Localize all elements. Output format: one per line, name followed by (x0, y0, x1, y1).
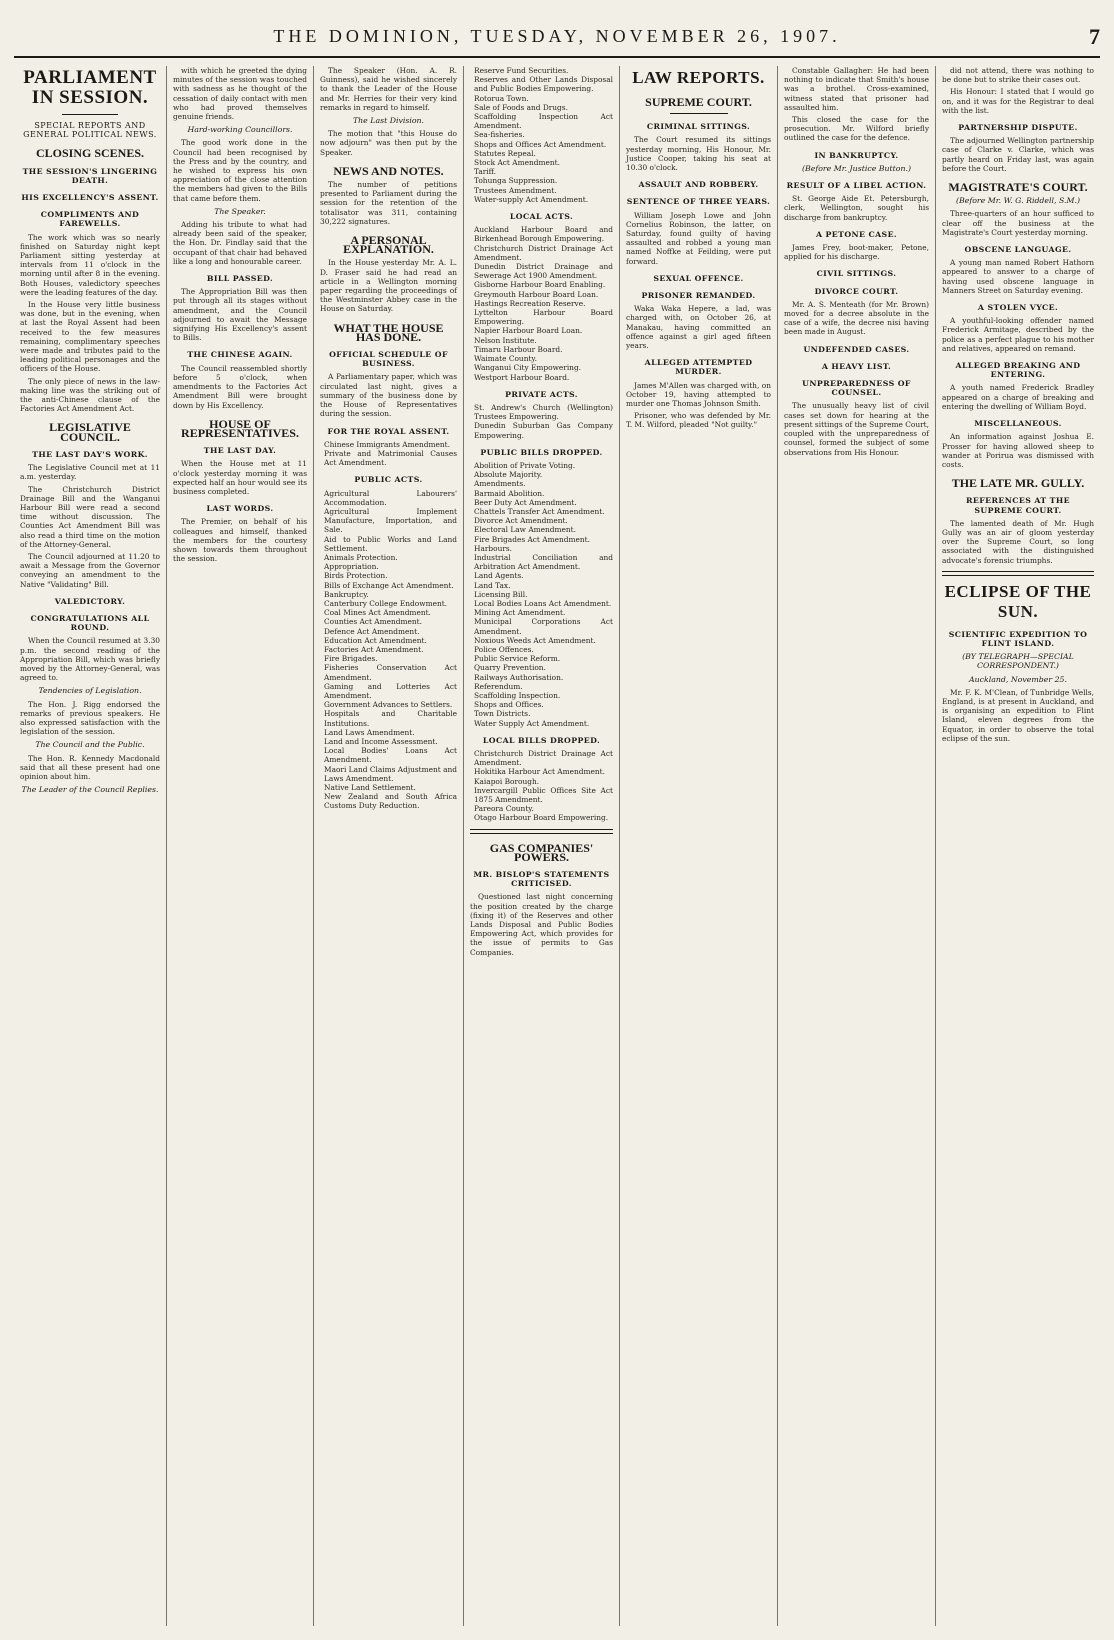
list-item: Land Tax. (474, 580, 511, 590)
list-item: Government Advances to Settlers. (324, 700, 453, 710)
assault-heading: ASSAULT AND ROBBERY. (638, 180, 759, 190)
list-item: Westport Harbour Board. (474, 372, 570, 382)
sexual-offence-heading: SEXUAL OFFENCE. (653, 273, 744, 283)
article-paragraph: The Council reassembled shortly before 5 o'clock, when amendments to the Factories Act Amendment Bill were brought down by His Excellency. (173, 363, 307, 410)
list-item: Reserves and Other Lands Disposal and Public Bodies Empowering. (474, 75, 613, 94)
list-item: Chattels Transfer Act Amendment. (474, 506, 605, 516)
list-item: Gaming and Lotteries Act Amendment. (324, 681, 457, 700)
article-paragraph: The Court resumed its sittings yesterday morning, His Honour, Mr. Justice Cooper, taking his seat at 10.30 o'clock. (626, 135, 771, 173)
before-magistrate-heading: (Before Mr. W. G. Riddell, S.M.) (955, 196, 1081, 206)
list-item: Water Supply Act Amendment. (474, 718, 590, 728)
local-acts-list (470, 225, 613, 381)
list-item: Railways Authorisation. (474, 672, 564, 682)
page-number: 7 (1089, 24, 1100, 49)
partnership-heading: PARTNERSHIP DISPUTE. (958, 123, 1078, 133)
article-paragraph: This closed the case for the prosecution. Mr. Wilford briefly outlined the case for the defence. (784, 115, 929, 143)
list-item: Referendum. (474, 681, 523, 691)
public-acts-list (320, 489, 457, 811)
civil-sittings-heading: CIVIL SITTINGS. (816, 269, 897, 279)
article-paragraph: Mr. F. K. M'Clean, of Tunbridge Wells, England, is at present in Auckland, and is organising an expedition to Flint Island, eleven degrees from the Equator, in order to observe the total eclipse of the sun. (942, 687, 1094, 743)
parliament-headline: PARLIAMENT IN SESSION. (23, 67, 157, 108)
supreme-court-heading: SUPREME COURT. (645, 95, 752, 109)
bills-dropped-list (470, 461, 613, 728)
article-paragraph: The Council adjourned at 11.20 to await a Message from the Governor conveying an amendment to the Native "Validating" Bill. (20, 551, 160, 589)
eclipse-subheading: SCIENTIFIC EXPEDITION TO FLINT ISLAND. (948, 629, 1088, 648)
law-reports-headline: LAW REPORTS. (632, 68, 765, 87)
article-paragraph: The good work done in the Council had been recognised by the Press and by the country, and he wished to express his own appreciation of the close attention the members had given to the Bills that came before them. (173, 138, 307, 203)
article-paragraph: did not attend, there was nothing to be done but to strike their cases out. (942, 66, 1094, 85)
list-item: Land Agents. (474, 571, 524, 581)
article-paragraph: The adjourned Wellington partnership case of Clarke v. Clarke, which was partly heard on Friday last, was again before the Court. (942, 136, 1094, 173)
article-paragraph: with which he greeted the dying minutes of the session was touched with sadness as he thought of the cessation of daily contact with men who had proved themselves genuine friends. (173, 66, 307, 122)
gully-subheading: REFERENCES AT THE SUPREME COURT. (966, 496, 1070, 515)
public-acts-heading: PUBLIC ACTS. (354, 475, 423, 485)
list-item: Kaiapoi Borough. (474, 776, 540, 786)
divorce-court-heading: DIVORCE COURT. (814, 286, 899, 296)
list-item: St. Andrew's Church (Wellington) Trustees Empowering. (474, 402, 613, 422)
royal-assent-list (320, 440, 457, 468)
list-item: Sale of Foods and Drugs. (474, 102, 568, 112)
bills-dropped-heading: PUBLIC BILLS DROPPED. (480, 447, 603, 457)
gas-subheading: MR. BISLOP'S STATEMENTS CRITICISED. (473, 870, 610, 889)
list-item: Birds Protection. (324, 571, 388, 581)
last-days-work-heading: THE LAST DAY'S WORK. (32, 449, 148, 459)
late-mr-gully-heading: THE LATE MR. GULLY. (951, 476, 1085, 491)
article-paragraph: St. George Aide Et. Petersburgh, clerk, Wellington, sought his discharge from bankruptcy. (784, 194, 929, 222)
article-paragraph: The Hon. J. Rigg endorsed the remarks of previous speakers. He also expressed satisfaction with the legislation of the session. (20, 699, 160, 737)
list-item: Reserve Fund Securities. (474, 66, 569, 75)
list-item: Hokitika Harbour Act Amendment. (474, 767, 605, 777)
list-item: Scaffolding Inspection. (474, 691, 561, 700)
acts-list-continued (470, 66, 613, 204)
article-paragraph: Mr. A. S. Menteath (for Mr. Brown) moved for a decree absolute in the case of a wife, the decree nisi having been made in August. (784, 299, 929, 337)
list-item: Animals Protection. (324, 552, 398, 562)
petone-case-heading: A PETONE CASE. (815, 229, 898, 239)
article-paragraph: Prisoner, who was defended by Mr. T. M. Wilford, pleaded "Not guilty." (626, 411, 771, 430)
column-3 (313, 66, 463, 1626)
legislative-council-heading: LEGISLATIVE COUNCIL. (49, 420, 131, 444)
article-paragraph: Constable Gallagher: He had been nothing to indicate that Smith's house was a brothel. Cross-examined, witness stated that prisoner had assaulted him. (784, 66, 929, 112)
assent-heading: HIS EXCELLENCY'S ASSENT. (21, 193, 159, 203)
article-paragraph: The number of petitions presented to Parliament during the session for the retention of the totalisator was 311, containing 30,222 signatures. (320, 180, 457, 226)
royal-assent-heading: FOR THE ROYAL ASSENT. (327, 426, 450, 436)
masthead-title: THE DOMINION, TUESDAY, NOVEMBER 26, 1907. (273, 26, 841, 46)
lingering-death-heading: THE SESSION'S LINGERING DEATH. (22, 166, 158, 185)
congratulations-heading: CONGRATULATIONS ALL ROUND. (30, 613, 150, 633)
list-item: Timaru Harbour Board. (474, 344, 563, 354)
list-item: Land Laws Amendment. (324, 727, 415, 737)
list-item: Tariff. (474, 167, 496, 177)
article-paragraph: The Hon. R. Kennedy Macdonald said that all these present had one opinion about him. (20, 753, 160, 781)
list-item: Invercargill Public Offices Site Act 1875 Amendment. (474, 785, 613, 805)
list-item: Fisheries Conservation Act Amendment. (324, 663, 457, 682)
column-2 (166, 66, 313, 1626)
article-paragraph: The Legislative Council met at 11 a.m. yesterday. (20, 463, 160, 482)
list-item: Harbours. (474, 543, 512, 553)
list-item: Pareora County. (474, 804, 534, 814)
list-item: Divorce Act Amendment. (474, 516, 568, 526)
article-paragraph: Three-quarters of an hour sufficed to clear off the business at the Magistrate's Court yesterday morning. (942, 209, 1094, 237)
list-item: Stock Act Amendment. (474, 158, 560, 168)
column-4 (463, 66, 619, 1626)
article-paragraph: The Premier, on behalf of his colleagues and himself, thanked the members for the courtesy shown towards them throughout the session. (173, 517, 307, 564)
counsel-heading: UNPREPAREDNESS OF COUNSEL. (802, 379, 911, 398)
rule (942, 571, 1094, 576)
list-item: Agricultural Labourers' Accommodation. (324, 488, 457, 507)
bill-passed-heading: BILL PASSED. (206, 274, 274, 284)
speaker-heading: The Speaker. (214, 206, 266, 216)
list-item: Education Act Amendment. (324, 635, 427, 645)
article-paragraph: William Joseph Lowe and John Cornelius Robinson, the latter, on Saturday, found guilty of having assaulted and robbed a young man named Noffke at Feilding, were put forward. (626, 210, 771, 266)
closing-scenes-heading: CLOSING SCENES. (35, 146, 145, 161)
list-item: Private and Matrimonial Causes Act Amendment. (324, 448, 457, 468)
attempted-murder-heading: ALLEGED ATTEMPTED MURDER. (644, 358, 753, 377)
list-item: Public Service Reform. (474, 654, 561, 664)
list-item: Hastings Recreation Reserve. (474, 298, 586, 308)
libel-action-heading: RESULT OF A LIBEL ACTION. (786, 181, 927, 191)
list-item: Fire Brigades. (324, 654, 378, 664)
list-item: Shops and Offices Act Amendment. (474, 139, 607, 149)
article-paragraph: A youthful-looking offender named Frederick Armitage, described by the police as a perfect plague to his mother and relatives, appeared on remand. (942, 316, 1094, 353)
list-item: Municipal Corporations Act Amendment. (474, 617, 613, 636)
article-paragraph: A Parliamentary paper, which was circulated last night, gives a summary of the business done by the House of Representatives during the session. (320, 372, 457, 419)
chinese-again-heading: THE CHINESE AGAIN. (187, 350, 293, 360)
article-paragraph: In the House yesterday Mr. A. L. D. Fraser said he had read an article in a Wellington morning paper regarding the proceedings of the Westminster Abbey case in the House on Saturday. (320, 258, 457, 314)
list-item: Appropriation. (324, 562, 379, 572)
list-item: Scaffolding Inspection Act Amendment. (474, 112, 613, 131)
local-bills-dropped-list (470, 749, 613, 823)
breaking-entering-heading: ALLEGED BREAKING AND ENTERING. (955, 361, 1081, 380)
last-division-heading: The Last Division. (352, 116, 425, 126)
list-item: Aid to Public Works and Land Settlement. (324, 534, 457, 553)
list-item: Maori Land Claims Adjustment and Laws Amendment. (324, 764, 458, 783)
list-item: Otago Harbour Board Empowering. (474, 813, 609, 823)
local-acts-heading: LOCAL ACTS. (509, 212, 574, 222)
list-item: Gisborne Harbour Board Enabling. (474, 280, 606, 290)
list-item: Rotorua Town. (474, 93, 529, 103)
eclipse-dateline: Auckland, November 25. (969, 674, 1067, 684)
house-heading: HOUSE OF REPRESENTATIVES. (181, 416, 299, 440)
list-item: Napier Harbour Board Loan. (474, 326, 583, 336)
sentence-heading: SENTENCE OF THREE YEARS. (626, 197, 771, 207)
news-notes-heading: NEWS AND NOTES. (333, 163, 444, 178)
list-item: Quarry Prevention. (474, 663, 546, 673)
article-paragraph: A youth named Frederick Bradley appeared on a charge of breaking and entering the dwelling of William Boyd. (942, 383, 1094, 411)
article-paragraph: The Speaker (Hon. A. R. Guinness), said he wished sincerely to thank the Leader of the House and Mr. Herries for their very kind remarks in regard to himself. (320, 66, 457, 112)
list-item: Electoral Law Amendment. (474, 525, 577, 535)
list-item: Greymouth Harbour Board Loan. (474, 289, 599, 299)
article-paragraph: The work which was so nearly finished on Saturday night kept Parliament sitting yesterday at intervals from 11 o'clock in the morning until after 8 in the evening. Both Houses, valedictory speeches were the leading features of the day. (20, 232, 160, 297)
obscene-language-heading: OBSCENE LANGUAGE. (964, 245, 1072, 255)
private-acts-list (470, 403, 613, 440)
list-item: Dunedin District Drainage and Sewerage Act 1900 Amendment. (474, 262, 613, 281)
list-item: Amendments. (474, 479, 526, 489)
list-item: Mining Act Amendment. (474, 608, 566, 618)
eclipse-headline: ECLIPSE OF THE SUN. (944, 581, 1092, 621)
article-paragraph: Adding his tribute to what had already been said of the speaker, the Hon. Dr. Findlay said that the occupant of that chair had behaved like a long and honourable career. (173, 220, 307, 266)
list-item: Factories Act Amendment. (324, 644, 424, 654)
last-day-heading: THE LAST DAY. (203, 446, 277, 456)
list-item: Fire Brigades Act Amendment. (474, 534, 590, 544)
local-bills-dropped-heading: LOCAL BILLS DROPPED. (482, 735, 601, 745)
list-item: Local Bodies' Loans Act Amendment. (324, 746, 457, 765)
miscellaneous-heading: MISCELLANEOUS. (974, 419, 1062, 429)
list-item: Water-supply Act Amendment. (474, 194, 589, 204)
heavy-list-heading: A HEAVY LIST. (821, 361, 892, 371)
list-item: Hospitals and Charitable Institutions. (324, 709, 457, 728)
what-house-done-heading: WHAT THE HOUSE HAS DONE. (333, 320, 444, 344)
article-paragraph: An information against Joshua E. Prosser for having allowed sheep to wander at Porirua was dismissed with costs. (942, 432, 1094, 469)
list-item: Barmaid Abolition. (474, 488, 545, 498)
article-paragraph: His Honour: I stated that I would go on, and it was for the Registrar to deal with the list. (942, 87, 1094, 115)
rule (470, 829, 613, 834)
stolen-vyce-heading: A STOLEN VYCE. (977, 303, 1059, 313)
list-item: Town Districts. (474, 709, 531, 719)
last-words-heading: LAST WORDS. (206, 504, 274, 514)
column-6 (777, 66, 935, 1626)
article-paragraph: James M'Allen was charged with, on October 19, having attempted to murder one Thomas Johnson Smith. (626, 380, 771, 409)
column-7 (935, 66, 1100, 1626)
article-paragraph: A young man named Robert Hathorn appeared to answer to a charge of having used obscene language in Manners Street on Saturday evening. (942, 258, 1094, 295)
list-item: Industrial Conciliation and Arbitration Act Amendment. (474, 552, 613, 572)
list-item: Trustees Amendment. (474, 185, 557, 195)
list-item: Native Land Settlement. (324, 783, 416, 793)
article-paragraph: Questioned last night concerning the position created by the charge (fixing it) of the Reserves and other Lands Disposal and Public Bodies Empowering Act, which provides for the issue of permits to Gas Companies. (470, 892, 613, 957)
criminal-sittings-heading: CRIMINAL SITTINGS. (646, 122, 751, 132)
article-paragraph: When the Council resumed at 3.30 p.m. the second reading of the Appropriation Bill, which was briefly moved by the Attorney-General, was agreed to. (20, 636, 160, 683)
list-item: Chinese Immigrants Amendment. (324, 439, 450, 449)
article-paragraph: When the House met at 11 o'clock yesterday morning it was expected half an hour would see its business completed. (173, 459, 307, 496)
bankruptcy-heading: IN BANKRUPTCY. (814, 150, 899, 160)
list-item: Sea-fisheries. (474, 130, 525, 140)
list-item: Shops and Offices. (474, 700, 544, 710)
eclipse-byline: (BY TELEGRAPH—SPECIAL CORRESPONDENT.) (962, 652, 1074, 671)
list-item: New Zealand and South Africa Customs Duty Reduction. (324, 792, 457, 811)
article-paragraph: The only piece of news in the law-making line was the striking out of the anti-Chinese clause of the Factories Act Amendment Act. (20, 376, 160, 414)
leader-replies-heading: The Leader of the Council Replies. (21, 785, 159, 795)
list-item: Defence Act Amendment. (324, 626, 420, 636)
article-paragraph: The lamented death of Mr. Hugh Gully was an air of gloom yesterday over the Supreme Court, so long associated with the distinguished advocate's forensic triumphs. (942, 518, 1094, 565)
list-item: Abolition of Private Voting. (474, 460, 576, 470)
list-item: Wanganui City Empowering. (474, 363, 582, 373)
list-item: Police Offences. (474, 644, 534, 654)
list-item: Nelson Institute. (474, 335, 537, 345)
gas-companies-heading: GAS COMPANIES' POWERS. (489, 840, 594, 864)
list-item: Noxious Weeds Act Amendment. (474, 635, 596, 645)
personal-explanation-heading: A PERSONAL EXPLANATION. (343, 233, 434, 257)
council-public-heading: The Council and the Public. (35, 740, 145, 750)
list-item: Absolute Majority. (474, 470, 543, 480)
before-justice-heading: (Before Mr. Justice Button.) (801, 163, 912, 173)
masthead (14, 26, 1100, 58)
list-item: Christchurch District Drainage Act Amendment. (474, 243, 613, 262)
private-acts-heading: PRIVATE ACTS. (505, 389, 578, 399)
hardworking-heading: Hard-working Councillors. (187, 125, 293, 135)
rule (670, 113, 728, 114)
parliament-subheadline: SPECIAL REPORTS AND GENERAL POLITICAL NEWS. (23, 121, 157, 140)
undefended-cases-heading: UNDEFENDED CASES. (803, 344, 910, 354)
list-item: Auckland Harbour Board and Birkenhead Borough Empowering. (474, 225, 613, 244)
list-item: Dunedin Suburban Gas Company Empowering. (474, 421, 613, 440)
tendencies-heading: Tendencies of Legislation. (38, 686, 142, 696)
schedule-heading: OFFICIAL SCHEDULE OF BUSINESS. (329, 350, 448, 369)
list-item: Local Bodies Loans Act Amendment. (474, 598, 612, 608)
column-5 (619, 66, 777, 1626)
article-paragraph: Waka Waka Hepere, a lad, was charged with, on October 26, at Manakau, having committed an offence against a girl aged fifteen years. (626, 304, 771, 351)
list-item: Waimate County. (474, 354, 537, 364)
article-paragraph: James Frey, boot-maker, Petone, applied for his discharge. (784, 243, 929, 262)
list-item: Counties Act Amendment. (324, 617, 422, 627)
list-item: Christchurch District Drainage Act Amendment. (474, 749, 613, 768)
list-item: Bills of Exchange Act Amendment. (324, 580, 454, 590)
valedictory-heading: VALEDICTORY. (54, 596, 126, 606)
article-paragraph: The Christchurch District Drainage Bill and the Wanganui Harbour Bill were read a second time without discussion. The Counties Act Amendment Bill was also read a third time on the motion of the Attorney-General. (20, 484, 160, 549)
article-paragraph: The motion that "this House do now adjourn" was then put by the Speaker. (320, 129, 457, 157)
prisoner-remanded-heading: PRISONER REMANDED. (641, 291, 756, 301)
list-item: Licensing Bill. (474, 589, 528, 599)
list-item: Bankruptcy. (324, 589, 369, 599)
article-paragraph: The unusually heavy list of civil cases set down for hearing at the present sittings of the Supreme Court, coupled with the unpreparedness of counsel, formed the subject of some observations from His Honour. (784, 401, 929, 457)
list-item: Land and Income Assessment. (324, 737, 438, 746)
column-1 (14, 66, 166, 1626)
list-item: Beer Duty Act Amendment. (474, 497, 577, 507)
compliments-heading: COMPLIMENTS AND FAREWELLS. (40, 210, 140, 229)
article-paragraph: The Appropriation Bill was then put through all its stages without amendment, and the Council adjourned to await the Message signifying His Excellency's assent to Bills. (173, 287, 307, 343)
list-item: Lyttelton Harbour Board Empowering. (474, 308, 613, 327)
list-item: Canterbury College Endowment. (324, 598, 448, 608)
article-paragraph: In the House very little business was done, but in the evening, when at last the Royal Assent had been received to the few measures remaining, complimentary speeches were made and tributes paid to the leading political personages and the officers of the House. (20, 300, 160, 374)
rule (62, 114, 118, 115)
list-item: Tohunga Suppression. (474, 176, 558, 186)
list-item: Coal Mines Act Amendment. (324, 608, 431, 618)
list-item: Agricultural Implement Manufacture, Importation, and Sale. (324, 506, 457, 535)
magistrates-court-heading: MAGISTRATE'S COURT. (948, 180, 1088, 195)
list-item: Statutes Repeal. (474, 148, 536, 158)
